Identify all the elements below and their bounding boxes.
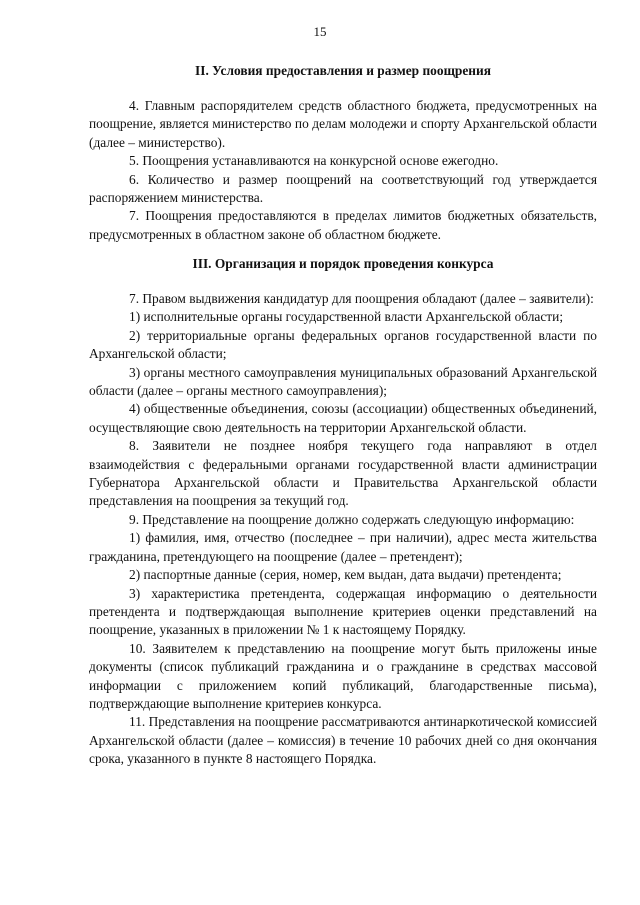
paragraph-9: 9. Представление на поощрение должно содержать следующую информацию:	[129, 511, 575, 527]
list-item-1: 1) исполнительные органы государственной власти Архангельской области;	[129, 309, 564, 325]
paragraph-11: 11. Представления на поощрение рассматриваются антинаркотической комиссией Архангельской области (далее – комиссия) в течение 10 рабочих дней со дня окончания срока, указанного в пункте 8 настоящего Порядка.	[89, 714, 597, 767]
paragraph-5: 5. Поощрения устанавливаются на конкурсной основе ежегодно.	[129, 153, 499, 169]
paragraph-8: 8. Заявители не позднее ноября текущего года направляют в отдел взаимодействия с федеральными органами государственной власти администрации Губернатора Архангельской области и Правительства Архангельской области представления на поощрения за текущий год.	[89, 438, 597, 509]
section-heading-3: III. Организация и порядок проведения конкурса	[192, 256, 494, 271]
info-item-2: 2) паспортные данные (серия, номер, кем выдан, дата выдачи) претендента;	[129, 567, 562, 583]
list-item-4: 4) общественные объединения, союзы (ассоциации) общественных объединений, осуществляющие свою деятельность на территории Архангельской области.	[89, 401, 597, 435]
list-item-3: 3) органы местного самоуправления муниципальных образований Архангельской области (далее – органы местного самоуправления);	[89, 364, 597, 399]
info-item-3: 3) характеристика претендента, содержащая информацию о деятельности претендента и подтверждающая выполнение критериев оценки представлений на поощрение, указанных в приложении № 1 к настоящему Порядку.	[89, 585, 597, 638]
paragraph-7: 7. Поощрения предоставляются в пределах лимитов бюджетных обязательств, предусмотренных в областном законе об областном бюджете.	[89, 208, 597, 242]
paragraph-4: 4. Главным распорядителем средств областного бюджета, предусмотренных на поощрение, является министерство по делам молодежи и спорту Архангельской области (далее – министерство).	[89, 98, 597, 150]
info-item-1: 1) фамилия, имя, отчество (последнее – при наличии), адрес места жительства гражданина, претендующего на поощрение (далее – претендент);	[89, 530, 597, 564]
section-2-body	[89, 97, 597, 244]
paragraph-7-applicants: 7. Правом выдвижения кандидатур для поощрения обладают (далее – заявители):	[129, 291, 594, 306]
section-3-body	[89, 290, 597, 769]
section-heading-2: II. Условия предоставления и размер поощрения	[195, 63, 491, 78]
paragraph-10: 10. Заявителем к представлению на поощрение могут быть приложены иные документы (список публикаций гражданина и о гражданине в средствах массовой информации с приложением копий публикаций, благодарственные письма), подтверждающие выполнение критериев конкурса.	[89, 640, 597, 711]
list-item-2: 2) территориальные органы федеральных органов государственной власти по Архангельской области;	[89, 327, 597, 362]
paragraph-6: 6. Количество и размер поощрений на соответствующий год утверждается распоряжением министерства.	[89, 171, 597, 206]
page-number: 15	[313, 24, 327, 39]
